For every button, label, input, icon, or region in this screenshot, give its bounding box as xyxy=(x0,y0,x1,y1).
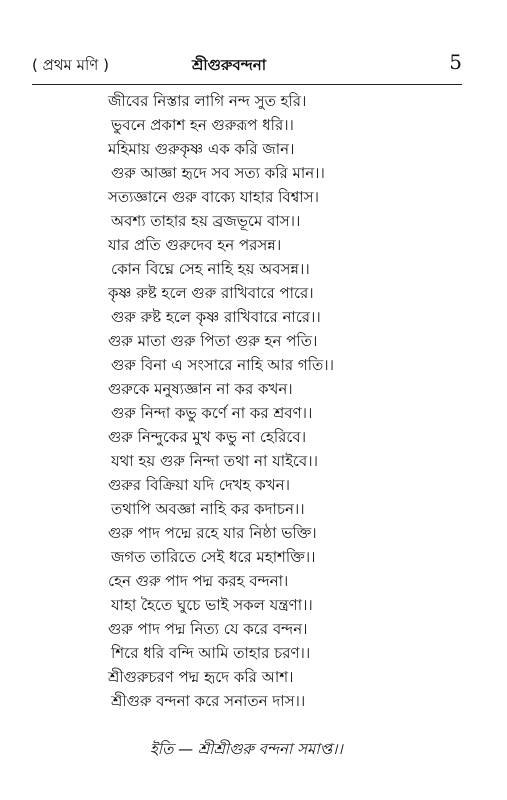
verse-line: গুরু রুষ্ট হলে কৃষ্ণ রাখিবারে নারে।। xyxy=(111,308,321,326)
verse-line: যাহা হৈতে ঘুচে ভাই সকল যন্ত্রণা।। xyxy=(111,596,313,614)
verse-line: ভুবনে প্রকাশ হন গুরুরূপ ধরি।। xyxy=(111,116,294,134)
verse-line: গুরু আজ্ঞা হৃদে সব সত্য করি মান।। xyxy=(111,164,325,182)
verse-line: কৃষ্ণ রুষ্ট হলে গুরু রাখিবারে পারে। xyxy=(108,284,314,302)
colophon: ইতি — শ্রীশ্রীগুরু বন্দনা সমাপ্ত।। xyxy=(150,740,343,758)
verse-line: গুরু পাদ পদ্ম নিত্য যে করে বন্দন। xyxy=(108,620,308,638)
header-rule xyxy=(32,84,462,85)
verse-line: শিরে ধরি বন্দি আমি তাহার চরণ।। xyxy=(111,644,311,662)
page-number: 5 xyxy=(449,50,462,74)
verse-line: সত্যজ্ঞানে গুরু বাক্যে যাহার বিশ্বাস। xyxy=(108,188,319,206)
verse-line: তথাপি অবজ্ঞা নাহি কর কদাচন।। xyxy=(111,500,305,518)
page-title: শ্রীগুরুবন্দনা xyxy=(192,56,267,74)
section-label: ( প্রথম মণি ) xyxy=(32,56,109,74)
verse-line: হেন গুরু পাদ পদ্ম করহ বন্দনা। xyxy=(108,572,289,590)
verse-line: যার প্রতি গুরুদেব হন পরসন্ন। xyxy=(108,236,282,254)
verse-line: গুরুকে মনুষ্যজ্ঞান না কর কখন। xyxy=(108,380,293,398)
verse-line: কোন বিঘ্নে সেহ নাহি হয় অবসন্ন।। xyxy=(111,260,310,278)
verse-line: গুরু মাতা গুরু পিতা গুরু হন পতি। xyxy=(108,332,318,350)
verse-line: জীবের নিস্তার লাগি নন্দ সুত হরি। xyxy=(108,92,307,110)
verse-line: অবশ্য তাহার হয় ব্রজভূমে বাস।। xyxy=(111,212,301,230)
verse-line: জগত তারিতে সেই ধরে মহাশক্তি।। xyxy=(111,548,316,566)
verse-line: শ্রীগুরু বন্দনা করে সনাতন দাস।। xyxy=(111,692,306,710)
verse-line: গুরু বিনা এ সংসারে নাহি আর গতি।। xyxy=(111,356,335,374)
verse-line: যথা হয় গুরু নিন্দা তথা না যাইবে।। xyxy=(111,452,318,470)
verse-line: শ্রীগুরুচরণ পদ্ম হৃদে করি আশ। xyxy=(108,668,294,686)
verse-line: গুরু পাদ পদ্মে রহে যার নিষ্ঠা ভক্তি। xyxy=(108,524,317,542)
verse-line: গুরু নিন্দুকের মুখ কভু না হেরিবে। xyxy=(108,428,307,446)
verse-list xyxy=(108,89,488,713)
page-header xyxy=(32,48,462,78)
verse-line: মহিমায় গুরুকৃষ্ণ এক করি জান। xyxy=(108,140,295,158)
verse-line: গুরুর বিক্রিয়া যদি দেখহ কখন। xyxy=(108,476,290,494)
verse-line: গুরু নিন্দা কভু কর্ণে না কর শ্রবণ।। xyxy=(111,404,313,422)
